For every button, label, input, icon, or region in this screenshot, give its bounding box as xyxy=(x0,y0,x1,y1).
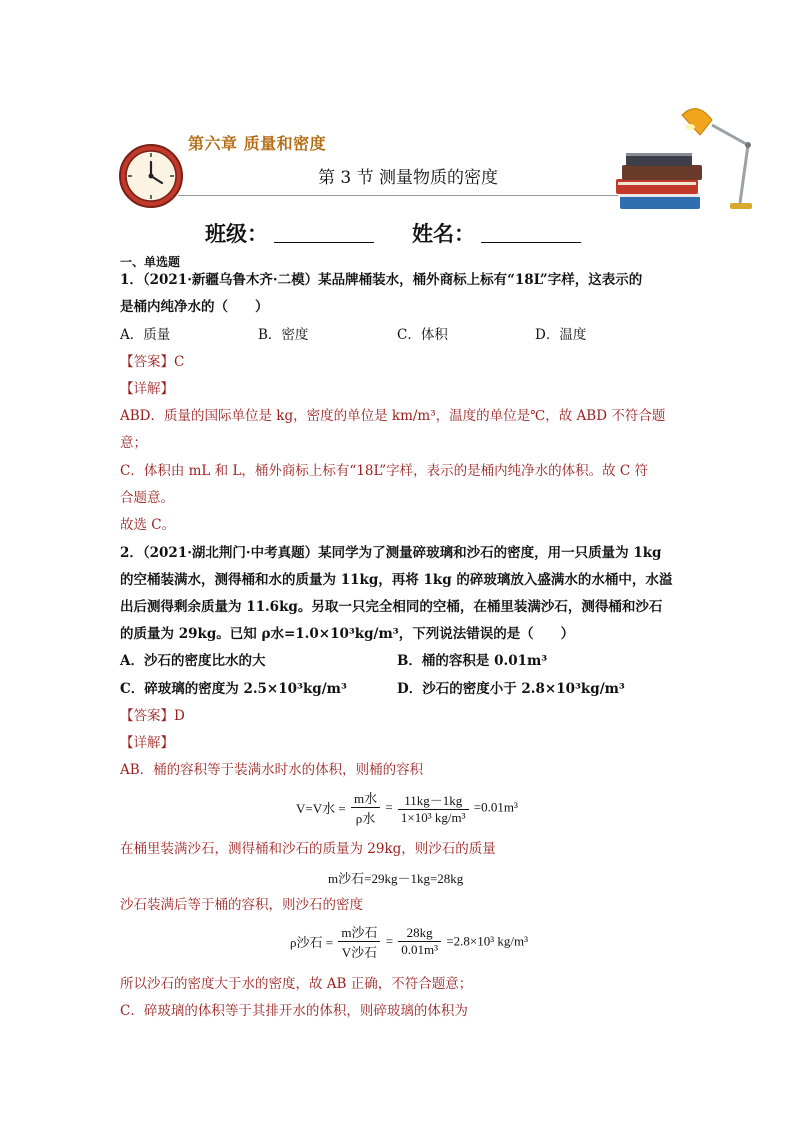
q1-detail-line: 意； xyxy=(120,435,147,451)
clock-icon xyxy=(118,143,184,209)
formula-sand-density xyxy=(290,922,528,961)
formula-den: V沙石 xyxy=(341,945,378,960)
q2-line: 2．（2021·湖北荆门·中考真题）某同学为了测量碎玻璃和沙石的密度，用一只质量为 1kg xyxy=(120,545,662,561)
section-title: 第 3 节 测量物质的密度 xyxy=(318,168,499,188)
name-label: 姓名： xyxy=(412,222,475,246)
formula-eq: = xyxy=(385,933,394,949)
formula-num: 28kg xyxy=(398,925,441,942)
formula-rhs: =2.8×10³ kg/m³ xyxy=(446,933,528,949)
formula-den: 0.01m³ xyxy=(401,942,439,957)
header-divider xyxy=(178,195,618,196)
name-blank[interactable] xyxy=(481,224,581,243)
q2-detail-text: C．碎玻璃的体积等于其排开水的体积，则碎玻璃的体积为 xyxy=(120,1003,468,1019)
q1-option-b: B．密度 xyxy=(258,327,309,343)
formula-den: 1×10³ kg/m³ xyxy=(400,809,466,825)
class-blank[interactable] xyxy=(274,224,374,243)
q1-line1: 1．（2021·新疆乌鲁木齐·二模）某品牌桶装水，桶外商标上标有“18L”字样，这表示的 xyxy=(120,272,643,288)
q1-detail-line: 合题意。 xyxy=(120,490,174,506)
q2-option-a: A．沙石的密度比水的大 xyxy=(120,653,266,669)
formula-num: 11kg－1kg xyxy=(398,790,469,810)
q1-line2: 是桶内纯净水的（ ） xyxy=(120,299,269,315)
q2-line: 出后测得剩余质量为 11.6kg。另取一只完全相同的空桶，在桶里装满沙石，测得桶和沙石 xyxy=(120,599,663,615)
q2-option-c: C．碎玻璃的密度为 2.5×10³kg/m³ xyxy=(120,681,347,697)
q1-detail-line: 故选 C。 xyxy=(120,517,176,533)
formula-capacity xyxy=(296,788,518,827)
q2-detail-text: 沙石装满后等于桶的容积，则沙石的密度 xyxy=(120,897,363,913)
q2-answer: 【答案】D xyxy=(120,708,185,724)
formula-rhs: =0.01m³ xyxy=(473,799,518,815)
class-label: 班级： xyxy=(205,222,268,246)
formula-sand-mass: m沙石=29kg－1kg=28kg xyxy=(328,871,464,886)
q2-line: 的空桶装满水，测得桶和水的质量为 11kg，再将 1kg 的碎玻璃放入盛满水的水桶中，水溢 xyxy=(120,572,673,588)
q2-line: 的质量为 29kg。已知 ρ水=1.0×10³kg/m³，下列说法错误的是（ ） xyxy=(120,626,575,642)
formula-num: m沙石 xyxy=(338,922,380,942)
part-heading: 一、单选题 xyxy=(120,255,181,269)
q2-detail-text: 所以沙石的密度大于水的密度，故 AB 正确，不符合题意； xyxy=(120,976,473,992)
q1-answer: 【答案】C xyxy=(120,354,185,370)
q1-option-c: C．体积 xyxy=(397,327,448,343)
q1-option-d: D．温度 xyxy=(535,327,587,343)
formula-eq: = xyxy=(385,799,393,815)
formula-lhs: V=V水 = xyxy=(296,801,346,816)
q2-option-b: B．桶的容积是 0.01m³ xyxy=(397,653,548,669)
q1-detail-line: ABD．质量的国际单位是 kg，密度的单位是 km/m³，温度的单位是℃，故 ABD 不符合题 xyxy=(120,408,666,424)
formula-num: m水 xyxy=(351,788,380,808)
q1-detail-label: 【详解】 xyxy=(120,381,174,397)
formula-den: ρ水 xyxy=(355,811,376,826)
q1-option-a: A．质量 xyxy=(120,327,171,343)
q2-detail-label: 【详解】 xyxy=(120,735,174,751)
q1-detail-line: C．体积由 mL 和 L，桶外商标上标有“18L”字样，表示的是桶内纯净水的体积。故 C 符 xyxy=(120,463,649,479)
q2-detail-text: AB．桶的容积等于装满水时水的体积，则桶的容积 xyxy=(120,762,424,778)
formula-lhs: ρ沙石 = xyxy=(290,935,334,950)
class-name-row xyxy=(205,218,581,248)
chapter-title: 第六章 质量和密度 xyxy=(188,134,327,153)
books-lamp-icon xyxy=(612,95,762,217)
q2-option-d: D．沙石的密度小于 2.8×10³kg/m³ xyxy=(397,681,625,697)
q2-detail-text: 在桶里装满沙石，测得桶和沙石的质量为 29kg，则沙石的质量 xyxy=(120,841,496,857)
